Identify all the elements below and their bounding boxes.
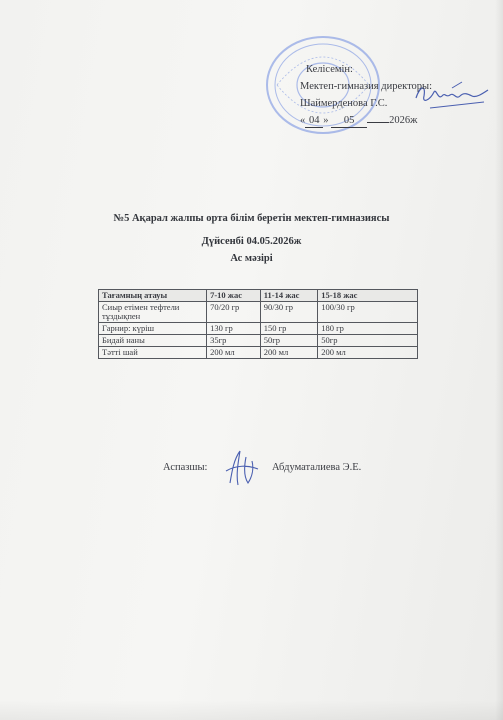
- approval-date: [300, 112, 432, 129]
- header-age-11-14: 11-14 жас: [260, 290, 318, 302]
- header-dish-name: Тағамның атауы: [99, 290, 207, 302]
- menu-date: Дүйсенбі 04.05.2026ж: [201, 236, 302, 247]
- dish-name: Гарнир: күріш: [99, 323, 207, 335]
- cook-name: Абдуматалиева Э.Е.: [272, 462, 362, 473]
- date-quote-close: »: [323, 115, 329, 126]
- portion-15-18: 100/30 гр: [318, 302, 418, 323]
- menu-table: [98, 289, 418, 359]
- cook-label: Аспазшы:: [163, 462, 208, 473]
- dish-name: Сиыр етімен тефтели тұздықпен: [99, 302, 207, 323]
- portion-7-10: 130 гр: [207, 323, 261, 335]
- table-row: [99, 347, 418, 359]
- table-row: [99, 302, 418, 323]
- approval-director-name: Шаймерденова Г.С.: [300, 98, 388, 109]
- approval-block: [300, 61, 432, 129]
- portion-11-14: 50гр: [260, 335, 318, 347]
- dish-name: Бидай наны: [99, 335, 207, 347]
- portion-7-10: 70/20 гр: [207, 302, 261, 323]
- portion-7-10: 35гр: [207, 335, 261, 347]
- portion-15-18: 200 мл: [318, 347, 418, 359]
- approval-agree-label: Келісемін:: [306, 64, 353, 75]
- portion-7-10: 200 мл: [207, 347, 261, 359]
- table-row: [99, 335, 418, 347]
- cook-signature: [218, 447, 268, 489]
- approval-position: Мектеп-гимназия директоры:: [300, 81, 433, 92]
- portion-11-14: 150 гр: [260, 323, 318, 335]
- menu-title: Ас мәзірі: [230, 253, 273, 264]
- dish-name: Тәтті шай: [99, 347, 207, 359]
- table-row: [99, 323, 418, 335]
- portion-11-14: 90/30 гр: [260, 302, 318, 323]
- portion-11-14: 200 мл: [260, 347, 318, 359]
- date-day: 04: [305, 115, 323, 128]
- table-header-row: [99, 290, 418, 302]
- portion-15-18: 50гр: [318, 335, 418, 347]
- school-name: №5 Ақарал жалпы орта білім беретін мектеп-гимназиясы: [113, 213, 390, 224]
- header-age-15-18: 15-18 жас: [318, 290, 418, 302]
- date-month: 05: [331, 115, 367, 128]
- portion-15-18: 180 гр: [318, 323, 418, 335]
- header-age-7-10: 7-10 жас: [207, 290, 261, 302]
- date-quote-open: «: [300, 115, 306, 126]
- date-year: 2026ж: [389, 115, 418, 126]
